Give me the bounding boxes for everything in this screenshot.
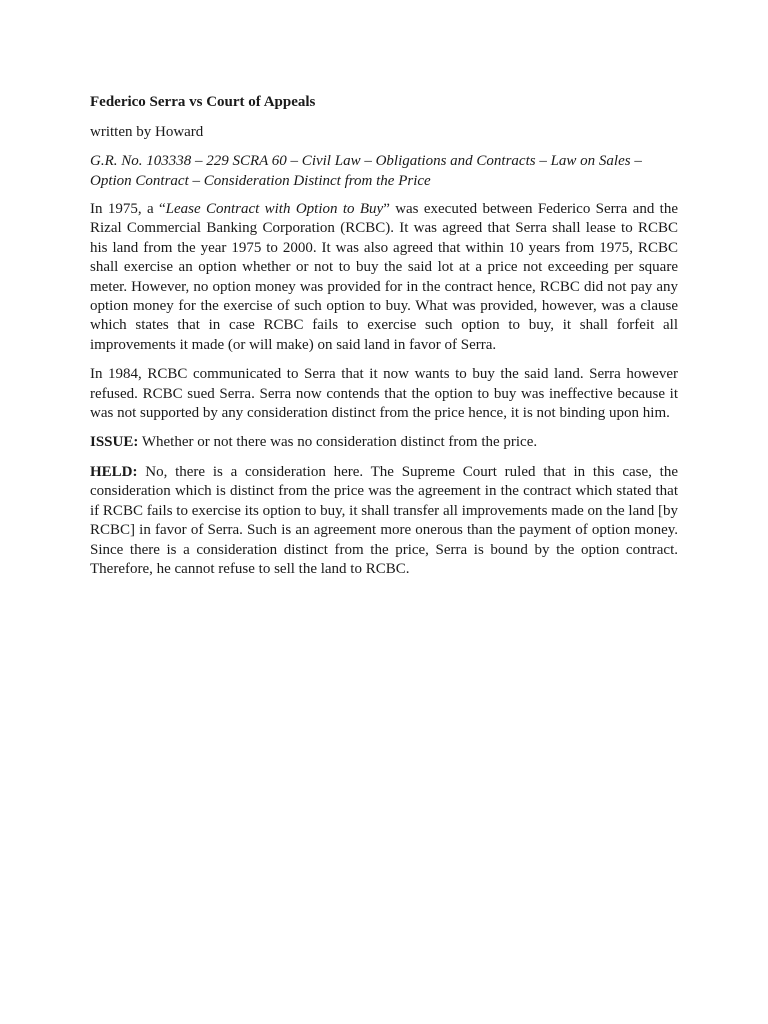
held-text: No, there is a consideration here. The Supreme Court ruled that in this case, the consideration which is distinct from the price was the agreement in the contract which stated that if RCBC fails to exercise its option to buy, it shall transfer all improvements made on the land [by RCBC] in favor of Serra. Such is an agreement more onerous than the payment of option money. Since there is a consideration distinct from the price, Serra is bound by the option contract. Therefore, he cannot refuse to sell the land to RCBC. — [90, 463, 678, 577]
document-author: written by Howard — [90, 124, 204, 140]
issue-text: Whether or not there was no consideration distinct from the price. — [138, 434, 538, 451]
case-citation: G.R. No. 103338 – 229 SCRA 60 – Civil Law – Obligations and Contracts – Law on Sales – Option Contract – Consideration Distinct from the Price — [90, 153, 642, 189]
facts1-before: In 1975, a “ — [90, 201, 166, 217]
issue-paragraph — [90, 433, 678, 452]
document-title: Federico Serra vs Court of Appeals — [90, 94, 316, 110]
contract-name: Lease Contract with Option to Buy — [165, 201, 384, 217]
held-label: HELD: — [90, 463, 138, 480]
facts-paragraph-2: In 1984, RCBC communicated to Serra that it now wants to buy the said land. Serra however refused. RCBC sued Serra. Serra now contends that the option to buy was ineffective because it was not supported by any consideration distinct from the price hence, it is not binding upon him. — [90, 366, 678, 422]
issue-label: ISSUE: — [90, 434, 139, 451]
facts-paragraph-1 — [90, 200, 678, 355]
held-paragraph — [90, 463, 678, 579]
facts1-after: ” was executed between Federico Serra and the Rizal Commercial Banking Corporation (RCBC). It was agreed that Serra shall lease to RCBC his land from the year 1975 to 2000. It was also agreed that within 10 years from 1975, RCBC shall exercise an option whether or not to buy the said lot at a price not exceeding per square meter. However, no option money was provided for in the contract hence, RCBC did not pay any option money for the exercise of such option to buy. What was provided, however, was a clause which states that in case RCBC fails to exercise such option to buy, it shall forfeit all improvements it made (or will make) on said land in favor of Serra. — [90, 201, 678, 353]
